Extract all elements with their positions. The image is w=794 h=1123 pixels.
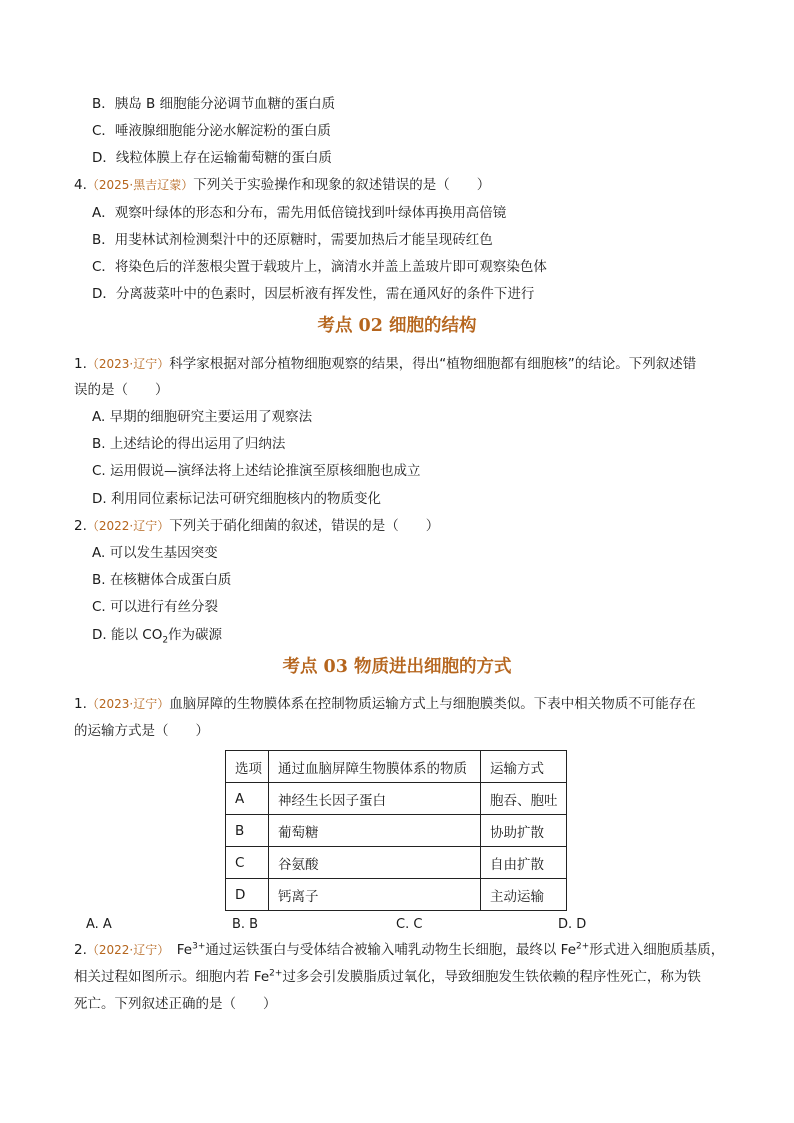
question-number: 1.: [74, 696, 87, 712]
table-cell: D: [226, 879, 269, 911]
option-c: C. 可以进行有丝分裂: [92, 599, 219, 615]
question-1-stem: [74, 354, 696, 374]
question-source: （2025·黑吉辽蒙）: [86, 178, 194, 192]
question-source: （2022·辽宁）: [86, 943, 164, 957]
question-text: 形式进入细胞质基质，: [589, 942, 725, 958]
question-text-cont: 的运输方式是（ ）: [74, 723, 209, 739]
table-cell: 协助扩散: [481, 815, 567, 847]
option-d: [92, 625, 222, 645]
question-text: 下列关于硝化细菌的叙述，错误的是（ ）: [169, 518, 440, 534]
fe-symbol: Fe: [253, 969, 270, 985]
option-b: B．用斐林试剂检测梨汁中的还原糖时，需要加热后才能呈现砖红色: [92, 232, 493, 248]
question-source: （2022·辽宁）: [86, 519, 170, 533]
table-header-cell: 选项: [226, 751, 269, 783]
table-cell: 主动运输: [481, 879, 567, 911]
question-text: 科学家根据对部分植物细胞观察的结果，得出“植物细胞都有细胞核”的结论。下列叙述错: [169, 356, 697, 372]
question-number: 1.: [74, 356, 87, 372]
table-header-cell: 运输方式: [481, 751, 567, 783]
question-text: 血脑屏障的生物膜体系在控制物质运输方式上与细胞膜类似。下表中相关物质不可能存在: [169, 696, 696, 712]
question-2-stem: [74, 940, 724, 960]
table-cell: C: [226, 847, 269, 879]
question-number: 2.: [74, 942, 87, 958]
option-d: D. 利用同位素标记法可研究细胞核内的物质变化: [92, 491, 381, 507]
option-d: D．线粒体膜上存在运输葡萄糖的蛋白质: [92, 150, 332, 166]
question-number: 2.: [74, 518, 87, 534]
answer-c: C. C: [396, 917, 423, 932]
question-1-stem: [74, 694, 696, 714]
option-d-text: D. 能以 CO: [92, 627, 163, 643]
table-row: [226, 847, 567, 879]
superscript: 2+: [576, 941, 590, 952]
option-b: B. 上述结论的得出运用了归纳法: [92, 436, 286, 452]
question-text-cont: 误的是（ ）: [74, 382, 169, 398]
section-heading: 考点 02 细胞的结构: [317, 316, 477, 336]
option-a: A．观察叶绿体的形态和分布，需先用低倍镜找到叶绿体再换用高倍镜: [92, 205, 507, 221]
table-header-row: [226, 751, 567, 783]
section-heading: 考点 03 物质进出细胞的方式: [282, 657, 512, 677]
option-c: C．唾液腺细胞能分泌水解淀粉的蛋白质: [92, 123, 331, 139]
option-a: A. 可以发生基因突变: [92, 545, 218, 561]
option-c: C. 运用假说—演绎法将上述结论推演至原核细胞也成立: [92, 463, 421, 479]
question-text: 过多会引发膜脂质过氧化，导致细胞发生铁依赖的程序性死亡，称为铁: [282, 969, 701, 985]
table-cell: 钙离子: [269, 879, 481, 911]
table-cell: 自由扩散: [481, 847, 567, 879]
question-text-cont: [74, 967, 701, 987]
answer-a: A. A: [86, 917, 112, 932]
subscript: 2: [162, 635, 169, 646]
option-c: C．将染色后的洋葱根尖置于载玻片上，滴清水并盖上盖玻片即可观察染色体: [92, 259, 547, 275]
table-row: [226, 783, 567, 815]
option-a: A. 早期的细胞研究主要运用了观察法: [92, 409, 313, 425]
table-cell: A: [226, 783, 269, 815]
answer-b: B. B: [232, 917, 259, 932]
superscript: 2+: [269, 968, 283, 979]
option-d-text: 作为碳源: [168, 627, 223, 643]
table-cell: B: [226, 815, 269, 847]
fe-symbol: Fe: [560, 942, 577, 958]
question-4-stem: [74, 175, 490, 195]
table-cell: 胞吞、胞吐: [481, 783, 567, 815]
question-text: 相关过程如图所示。细胞内若: [74, 969, 254, 985]
option-b: B. 在核糖体合成蛋白质: [92, 572, 232, 588]
question-text-cont: 死亡。下列叙述正确的是（ ）: [74, 996, 277, 1012]
table-row: [226, 879, 567, 911]
table-row: [226, 815, 567, 847]
question-text: 下列关于实验操作和现象的叙述错误的是（ ）: [193, 177, 491, 193]
option-d: D．分离菠菜叶中的色素时，因层析液有挥发性，需在通风好的条件下进行: [92, 286, 535, 302]
table-header-cell: 通过血脑屏障生物膜体系的物质: [269, 751, 481, 783]
question-source: （2023·辽宁）: [86, 357, 170, 371]
options-table: [225, 750, 567, 911]
table-cell: 神经生长因子蛋白: [269, 783, 481, 815]
question-text: 通过运铁蛋白与受体结合被输入哺乳动物生长细胞，最终以: [205, 942, 561, 958]
answer-d: D. D: [558, 917, 587, 932]
superscript: 3+: [192, 941, 206, 952]
fe-symbol: Fe: [176, 942, 193, 958]
table-cell: 谷氨酸: [269, 847, 481, 879]
question-number: 4.: [74, 177, 87, 193]
question-2-stem: [74, 516, 439, 536]
option-b: B．胰岛 B 细胞能分泌调节血糖的蛋白质: [92, 96, 336, 112]
question-source: （2023·辽宁）: [86, 697, 170, 711]
table-cell: 葡萄糖: [269, 815, 481, 847]
